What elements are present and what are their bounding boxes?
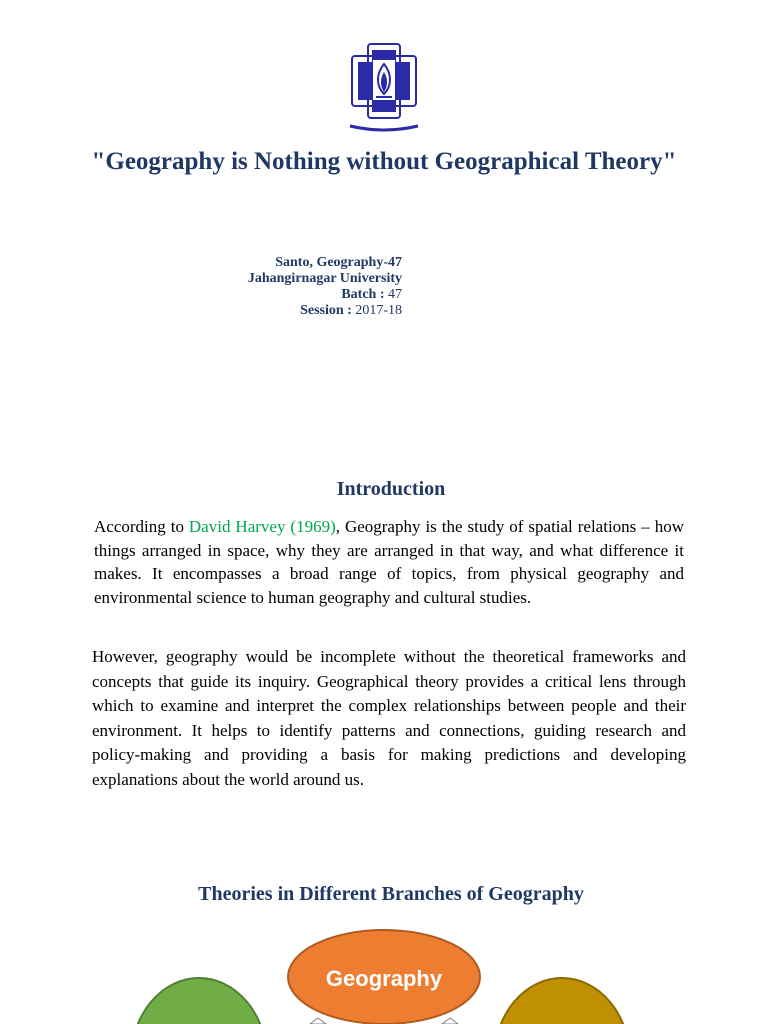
university-seal-icon <box>346 42 422 132</box>
introduction-heading: Introduction <box>336 478 446 500</box>
author-batch <box>200 287 402 303</box>
author-session <box>200 303 402 319</box>
right-connector-icon <box>442 1018 458 1024</box>
session-value: 2017-18 <box>355 303 402 318</box>
branches-diagram <box>0 920 768 1024</box>
para1-text-start: According to <box>94 517 189 536</box>
batch-value: 47 <box>388 287 402 302</box>
session-label: Session : <box>300 303 352 318</box>
batch-label: Batch : <box>341 287 385 302</box>
author-block <box>200 255 402 319</box>
right-branch-node <box>494 978 630 1024</box>
branches-heading: Theories in Different Branches of Geography <box>198 883 584 905</box>
introduction-paragraph-1 <box>94 515 684 609</box>
citation-link[interactable]: David Harvey (1969) <box>188 517 336 536</box>
page-title: "Geography is Nothing without Geographical Theory" <box>91 148 677 175</box>
author-name: Santo, Geography-47 <box>275 255 402 270</box>
left-connector-icon <box>310 1018 326 1024</box>
introduction-paragraph-2: However, geography would be incomplete without the theoretical frameworks and concepts that guide its inquiry. Geographical theory provides a critical lens through which to examine and interpret the complex relationships between people and their environment. It helps to identify patterns and connections, guiding research and policy-making and providing a basis for making predictions and developing explanations about the world around us. <box>92 647 686 789</box>
author-university: Jahangirnagar University <box>247 271 402 286</box>
geography-node-label: Geography <box>325 966 443 991</box>
para1-text-end: , Geography is the study of spatial relations – how things arranged in space, why they are arranged in that way, and what difference it makes. It encompasses a broad range of topics, from physical geography and environmental science to human geography and cultural studies. <box>94 517 684 607</box>
left-branch-node <box>131 978 267 1024</box>
